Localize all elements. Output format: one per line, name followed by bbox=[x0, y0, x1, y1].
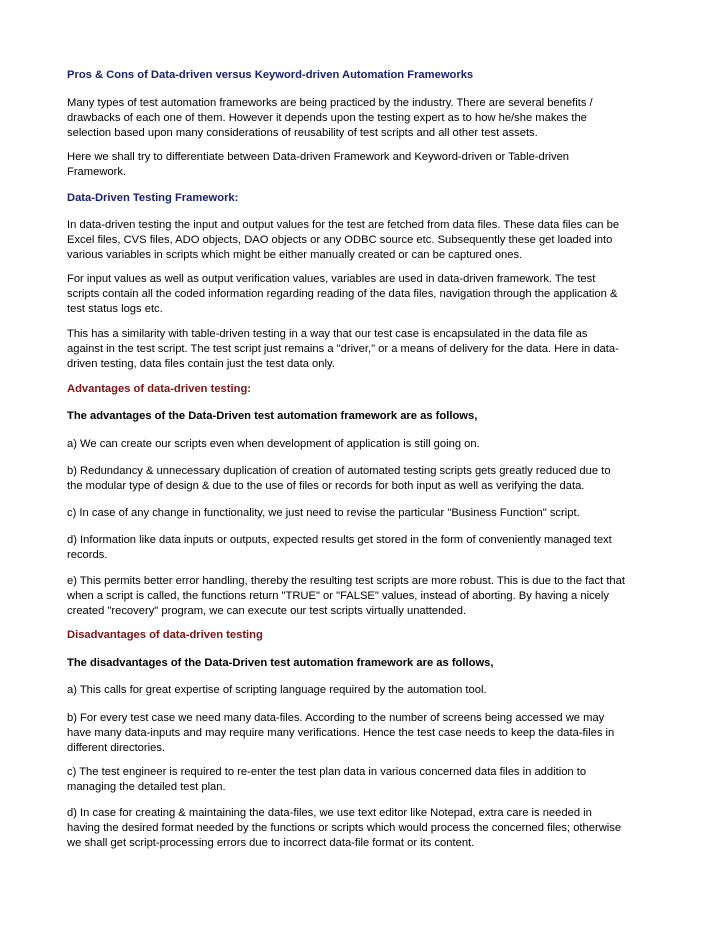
text-line: against in the test script. The test script just remains a "driver," or a means of delivery for the data. Here in data- bbox=[67, 343, 619, 355]
advantages-intro: The advantages of the Data-Driven test automation framework are as follows, bbox=[67, 410, 478, 422]
text-line: various variables in scripts which might be either manually created or can be captured ones. bbox=[67, 249, 523, 261]
text-line: a) We can create our scripts even when development of application is still going on. bbox=[67, 438, 480, 450]
text-line: a) This calls for great expertise of scripting language required by the automation tool. bbox=[67, 684, 487, 696]
text-line: In data-driven testing the input and output values for the test are fetched from data files. These data files can be bbox=[67, 219, 620, 231]
text-line: c) In case of any change in functionality, we just need to revise the particular "Business Function" script. bbox=[67, 507, 580, 519]
text-line: b) Redundancy & unnecessary duplication of creation of automated testing scripts gets greatly reduced due to bbox=[67, 465, 611, 477]
text-line: This has a similarity with table-driven testing in a way that our test case is encapsulated in the data file as bbox=[67, 328, 588, 340]
text-line: the modular type of design & due to the use of files or records for both input as well as verifying the data. bbox=[67, 480, 585, 492]
text-line: created "recovery" program, we can execute our test scripts virtually unattended. bbox=[67, 605, 467, 617]
text-line: d) In case for creating & maintaining the data-files, we use text editor like Notepad, extra care is needed in bbox=[67, 807, 592, 819]
text-line: d) Information like data inputs or outputs, expected results get stored in the form of conveniently managed text bbox=[67, 534, 612, 546]
text-line: driven testing, data files contain just the test data only. bbox=[67, 358, 335, 370]
text-line: For input values as well as output verification values, variables are used in data-driven framework. The test bbox=[67, 273, 596, 285]
section-heading-advantages: Advantages of data-driven testing: bbox=[67, 383, 251, 395]
text-line: having the desired format needed by the functions or scripts which would process the concerned files; otherwise bbox=[67, 822, 622, 834]
text-line: b) For every test case we need many data-files. According to the number of screens being accessed we may bbox=[67, 712, 605, 724]
text-line: Here we shall try to differentiate between Data-driven Framework and Keyword-driven or Table-driven bbox=[67, 151, 570, 163]
text-line: scripts contain all the coded information regarding reading of the data files, navigation through the application & bbox=[67, 288, 618, 300]
text-line: different directories. bbox=[67, 742, 166, 754]
text-line: selection based upon many considerations of reusability of test scripts and all other test assets. bbox=[67, 127, 538, 139]
text-line: test status logs etc. bbox=[67, 303, 163, 315]
text-line: have many data-inputs and may require many verifications. Hence the test case needs to keep the data-files in bbox=[67, 727, 615, 739]
text-line: drawbacks of each one of them. However it depends upon the testing expert as to how he/she makes the bbox=[67, 112, 587, 124]
text-line: Framework. bbox=[67, 166, 127, 178]
text-line: Many types of test automation frameworks are being practiced by the industry. There are several benefits / bbox=[67, 97, 593, 109]
text-line: Excel files, CVS files, ADO objects, DAO objects or any ODBC source etc. Subsequently these get loaded into bbox=[67, 234, 613, 246]
document-title: Pros & Cons of Data-driven versus Keyword-driven Automation Frameworks bbox=[67, 69, 474, 81]
text-line: records. bbox=[67, 549, 108, 561]
text-line: we shall get script-processing errors due to incorrect data-file format or its content. bbox=[67, 837, 475, 849]
text-line: when a script is called, the functions return "TRUE" or "FALSE" values, instead of aborting. By having a nicely bbox=[67, 590, 609, 602]
section-heading-disadvantages: Disadvantages of data-driven testing bbox=[67, 629, 263, 641]
text-line: e) This permits better error handling, thereby the resulting test scripts are more robust. This is due to the fact that bbox=[67, 575, 625, 587]
text-line: c) The test engineer is required to re-enter the test plan data in various concerned data files in addition to bbox=[67, 766, 587, 778]
text-line: managing the detailed test plan. bbox=[67, 781, 226, 793]
section-heading-ddtf: Data-Driven Testing Framework: bbox=[67, 192, 239, 204]
disadvantages-intro: The disadvantages of the Data-Driven test automation framework are as follows, bbox=[67, 657, 494, 669]
